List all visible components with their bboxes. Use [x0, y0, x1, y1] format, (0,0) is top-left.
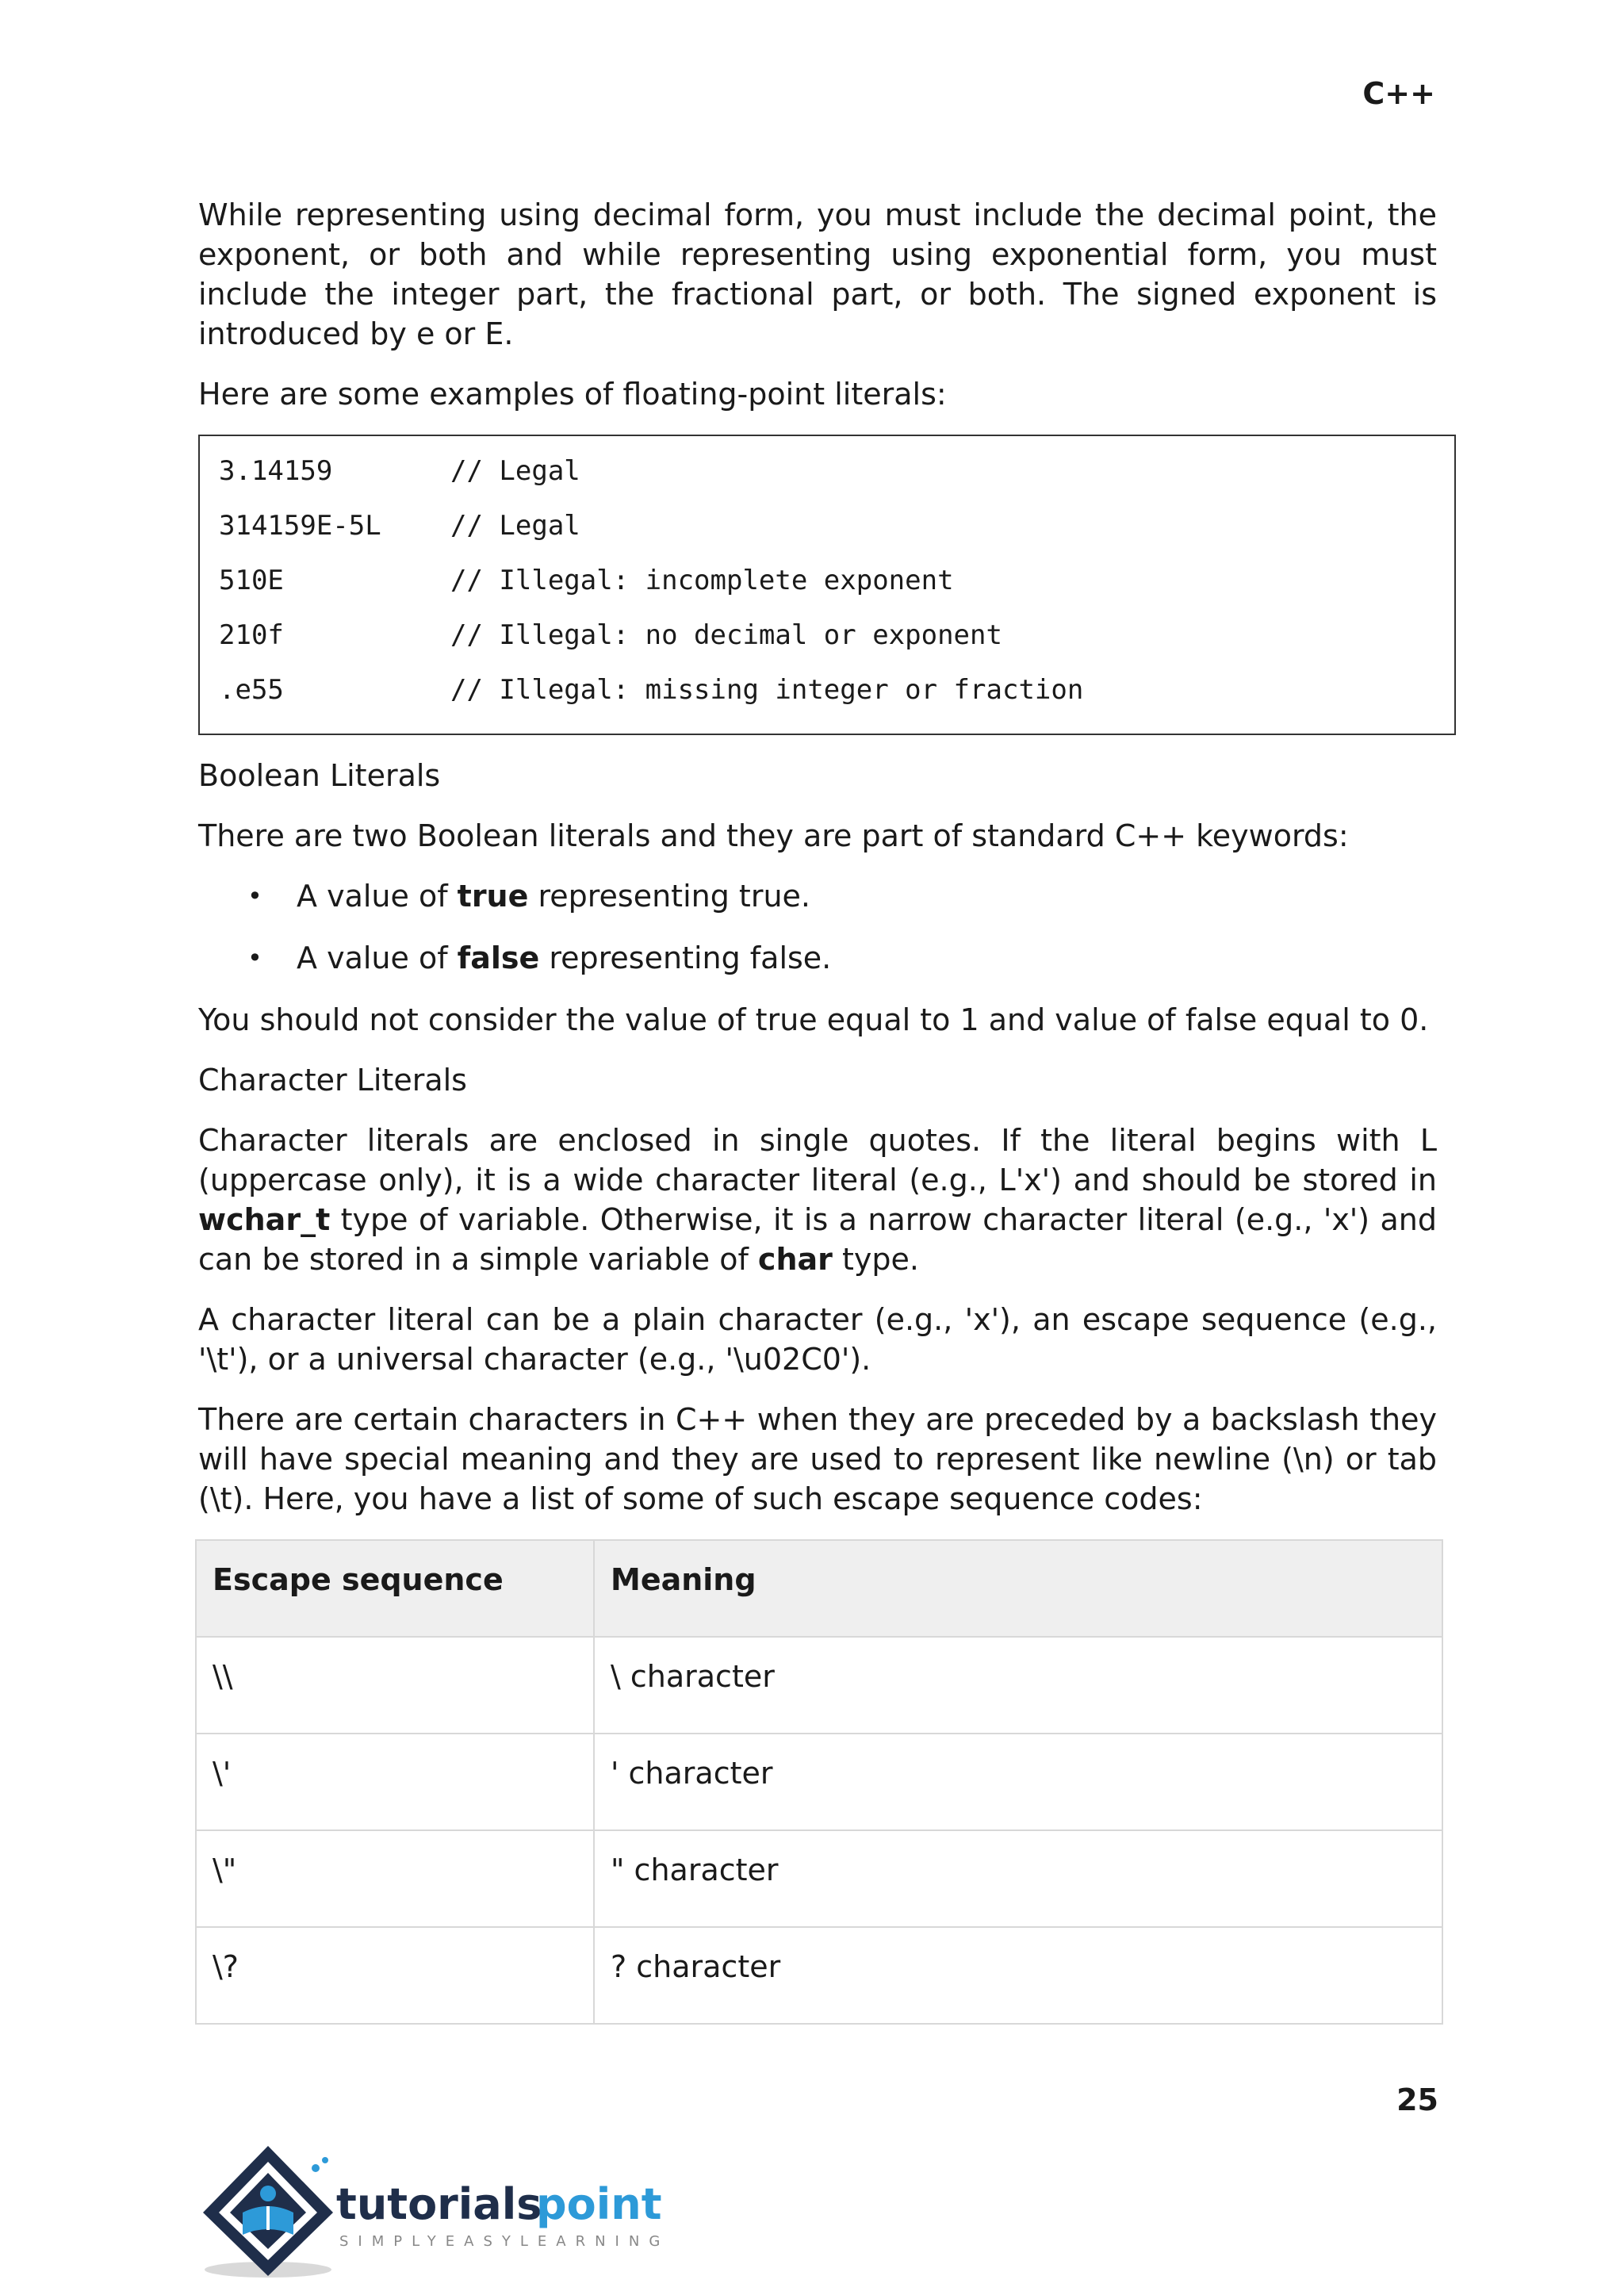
examples-intro: Here are some examples of floating-point literals: — [198, 377, 947, 412]
character-heading: Character Literals — [198, 1063, 467, 1098]
table-cell: \" — [196, 1830, 594, 1927]
page-number: 25 — [1396, 2082, 1438, 2117]
table-row — [196, 1734, 1442, 1830]
code-comment: // Illegal: incomplete exponent — [450, 565, 954, 596]
list-item-prefix: A value of — [297, 941, 458, 975]
code-line — [219, 616, 1435, 671]
keyword-false: false — [457, 941, 540, 975]
table-cell: \ character — [594, 1637, 1442, 1734]
tutorialspoint-logo — [197, 2141, 688, 2284]
page-header-title: C++ — [1362, 76, 1435, 111]
logo-text-point: point — [536, 2179, 662, 2229]
table-row — [196, 1637, 1442, 1734]
boolean-list — [198, 876, 1437, 978]
keyword-wchar: wchar_t — [198, 1202, 331, 1237]
page-content — [198, 195, 1437, 2025]
list-item-suffix: representing true. — [528, 879, 810, 914]
table-cell: " character — [594, 1830, 1442, 1927]
keyword-true: true — [457, 879, 529, 914]
logo-tagline: SIMPLYEASYLEARNING — [339, 2233, 670, 2250]
code-line — [219, 452, 1435, 507]
list-item-suffix: representing false. — [539, 941, 832, 975]
column-header: Meaning — [594, 1540, 1442, 1637]
boolean-intro: There are two Boolean literals and they are part of standard C++ keywords: — [198, 818, 1349, 853]
code-value: 3.14159 — [219, 455, 333, 487]
table-cell: ' character — [594, 1734, 1442, 1830]
table-row — [196, 1927, 1442, 2024]
intro-paragraph: While representing using decimal form, you must include the decimal point, the exponent, or both and while representing using exponential form, you must include the integer part, the fractional part, or both. The signed exponent is introduced by e or E. — [198, 197, 1437, 351]
code-line — [219, 561, 1435, 616]
table-header-row — [196, 1540, 1442, 1637]
list-item-prefix: A value of — [297, 879, 458, 914]
boolean-heading: Boolean Literals — [198, 758, 441, 793]
character-paragraph-2: A character literal can be a plain character (e.g., 'x'), an escape sequence (e.g., '\t'), or a universal character (e.g., '\u02C0'). — [198, 1302, 1437, 1377]
list-item — [198, 876, 1437, 916]
character-paragraph-1 — [198, 1121, 1437, 1279]
text-segment: type of variable. Otherwise, it is a narrow character literal (e.g., 'x') and can be stored in a simple variable of — [198, 1202, 1437, 1277]
code-comment: // Illegal: no decimal or exponent — [450, 619, 1002, 651]
boolean-note: You should not consider the value of true equal to 1 and value of false equal to 0. — [198, 1002, 1429, 1037]
code-example-box — [198, 435, 1456, 735]
character-paragraph-3: There are certain characters in C++ when they are preceded by a backslash they will have special meaning and they are used to represent like newline (\n) or tab (\t). Here, you have a list of some of such escape sequence codes: — [198, 1402, 1437, 1516]
table-cell: \' — [196, 1734, 594, 1830]
text-segment: type. — [832, 1242, 919, 1277]
table-cell: \\ — [196, 1637, 594, 1734]
code-comment: // Legal — [450, 510, 580, 542]
logo-text-tutorials: tutorials — [336, 2179, 542, 2229]
escape-sequence-table — [195, 1539, 1443, 2025]
code-value: 510E — [219, 565, 284, 596]
code-comment: // Illegal: missing integer or fraction — [450, 674, 1084, 706]
code-value: 314159E-5L — [219, 510, 381, 542]
table-cell: \? — [196, 1927, 594, 2024]
code-value: .e55 — [219, 674, 284, 706]
text-segment: Character literals are enclosed in single quotes. If the literal begins with L (uppercase only), it is a wide character literal (e.g., L'x') and should be stored in — [198, 1123, 1437, 1197]
list-item — [198, 938, 1437, 978]
table-row — [196, 1830, 1442, 1927]
table-cell: ? character — [594, 1927, 1442, 2024]
code-value: 210f — [219, 619, 284, 651]
code-comment: // Legal — [450, 455, 580, 487]
code-line — [219, 507, 1435, 561]
keyword-char: char — [757, 1242, 833, 1277]
code-line — [219, 671, 1435, 726]
column-header: Escape sequence — [196, 1540, 594, 1637]
